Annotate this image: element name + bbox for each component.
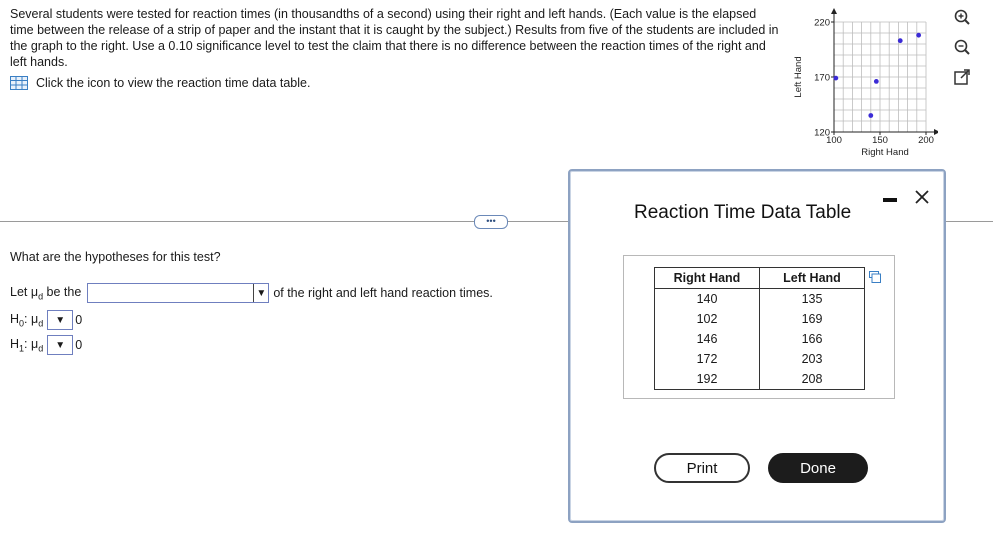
let-definition-row <box>10 283 493 303</box>
table-row <box>655 289 865 310</box>
x-axis-arrow <box>934 129 938 135</box>
x-tick-label: 100 <box>826 135 842 146</box>
table-cell: 146 <box>655 329 760 349</box>
h0-value: 0 <box>75 313 83 327</box>
data-table-dialog <box>568 169 946 523</box>
table-row <box>655 349 865 369</box>
scatter-plot <box>788 8 938 160</box>
table-row <box>655 329 865 349</box>
table-cell: 169 <box>801 312 823 326</box>
done-button[interactable]: Done <box>768 453 868 483</box>
x-tick-label: 200 <box>918 135 934 146</box>
h0-label: $H_0$: $\mu_d$ <box>10 311 44 329</box>
close-icon[interactable] <box>913 188 931 206</box>
table-cell: 140 <box>655 289 760 310</box>
column-header: Right Hand <box>655 268 760 289</box>
expand-popout-icon[interactable] <box>953 68 971 86</box>
data-point <box>898 38 903 43</box>
let-suffix: of the right and left hand reaction times. <box>273 286 493 300</box>
question-prompt: What are the hypotheses for this test? <box>10 250 221 264</box>
data-point <box>874 79 879 84</box>
let-label: Let $\mu_d$ be the <box>10 284 82 302</box>
table-cell: 135 <box>801 292 823 306</box>
dropdown-arrow-icon[interactable]: ▼ <box>55 314 66 326</box>
y-axis-arrow <box>831 8 837 14</box>
h0-row <box>10 310 82 330</box>
column-header: Left Hand <box>760 268 865 289</box>
zoom-out-icon[interactable] <box>953 38 971 56</box>
reaction-time-table <box>654 267 865 390</box>
dropdown-arrow-icon[interactable]: ▼ <box>253 284 268 302</box>
print-button[interactable]: Print <box>654 453 750 483</box>
y-axis-label: Left Hand <box>793 56 804 98</box>
parameter-dropdown[interactable] <box>87 283 269 303</box>
table-row <box>655 309 865 329</box>
divider-handle[interactable]: ••• <box>474 215 508 229</box>
table-cell: 208 <box>801 372 823 386</box>
table-icon[interactable] <box>10 76 28 90</box>
plot-tools <box>953 8 971 86</box>
dropdown-arrow-icon[interactable]: ▼ <box>55 339 66 351</box>
table-cell: 203 <box>801 352 823 366</box>
y-tick-label: 120 <box>814 127 830 139</box>
table-cell: 192 <box>655 369 760 390</box>
table-frame <box>623 255 895 399</box>
data-point <box>833 76 838 81</box>
data-point <box>868 113 873 118</box>
h0-operator-dropdown[interactable] <box>47 310 73 330</box>
table-cell: 172 <box>655 349 760 369</box>
h1-row <box>10 335 82 355</box>
table-row <box>655 369 865 390</box>
minimize-icon[interactable] <box>883 198 897 202</box>
h1-operator-dropdown[interactable] <box>47 335 73 355</box>
data-table-link[interactable] <box>10 76 310 90</box>
data-link-text[interactable]: Click the icon to view the reaction time data table. <box>36 76 311 90</box>
zoom-in-icon[interactable] <box>953 8 971 26</box>
h1-value: 0 <box>75 338 83 352</box>
table-cell: 166 <box>801 332 823 346</box>
y-tick-label: 220 <box>814 17 830 29</box>
copy-icon[interactable] <box>869 271 881 283</box>
data-point <box>916 33 921 38</box>
table-cell: 102 <box>655 309 760 329</box>
h1-label: $H_1$: $\mu_d$ <box>10 336 44 354</box>
x-tick-label: 150 <box>872 135 888 146</box>
dialog-title: Reaction Time Data Table <box>634 202 852 223</box>
y-tick-label: 170 <box>814 72 830 84</box>
x-axis-label: Right Hand <box>861 147 909 158</box>
problem-statement: Several students were tested for reaction times (in thousandths of a second) using their right and left hands. (Each value is the elapsed time between the release of a strip of paper and the instant that it is caught by the subject.) Results from five of the students are included in the graph to the right. Use a 0.10 significance level to test the claim that there is no difference between the reaction times of the right and left hands. <box>10 7 779 69</box>
